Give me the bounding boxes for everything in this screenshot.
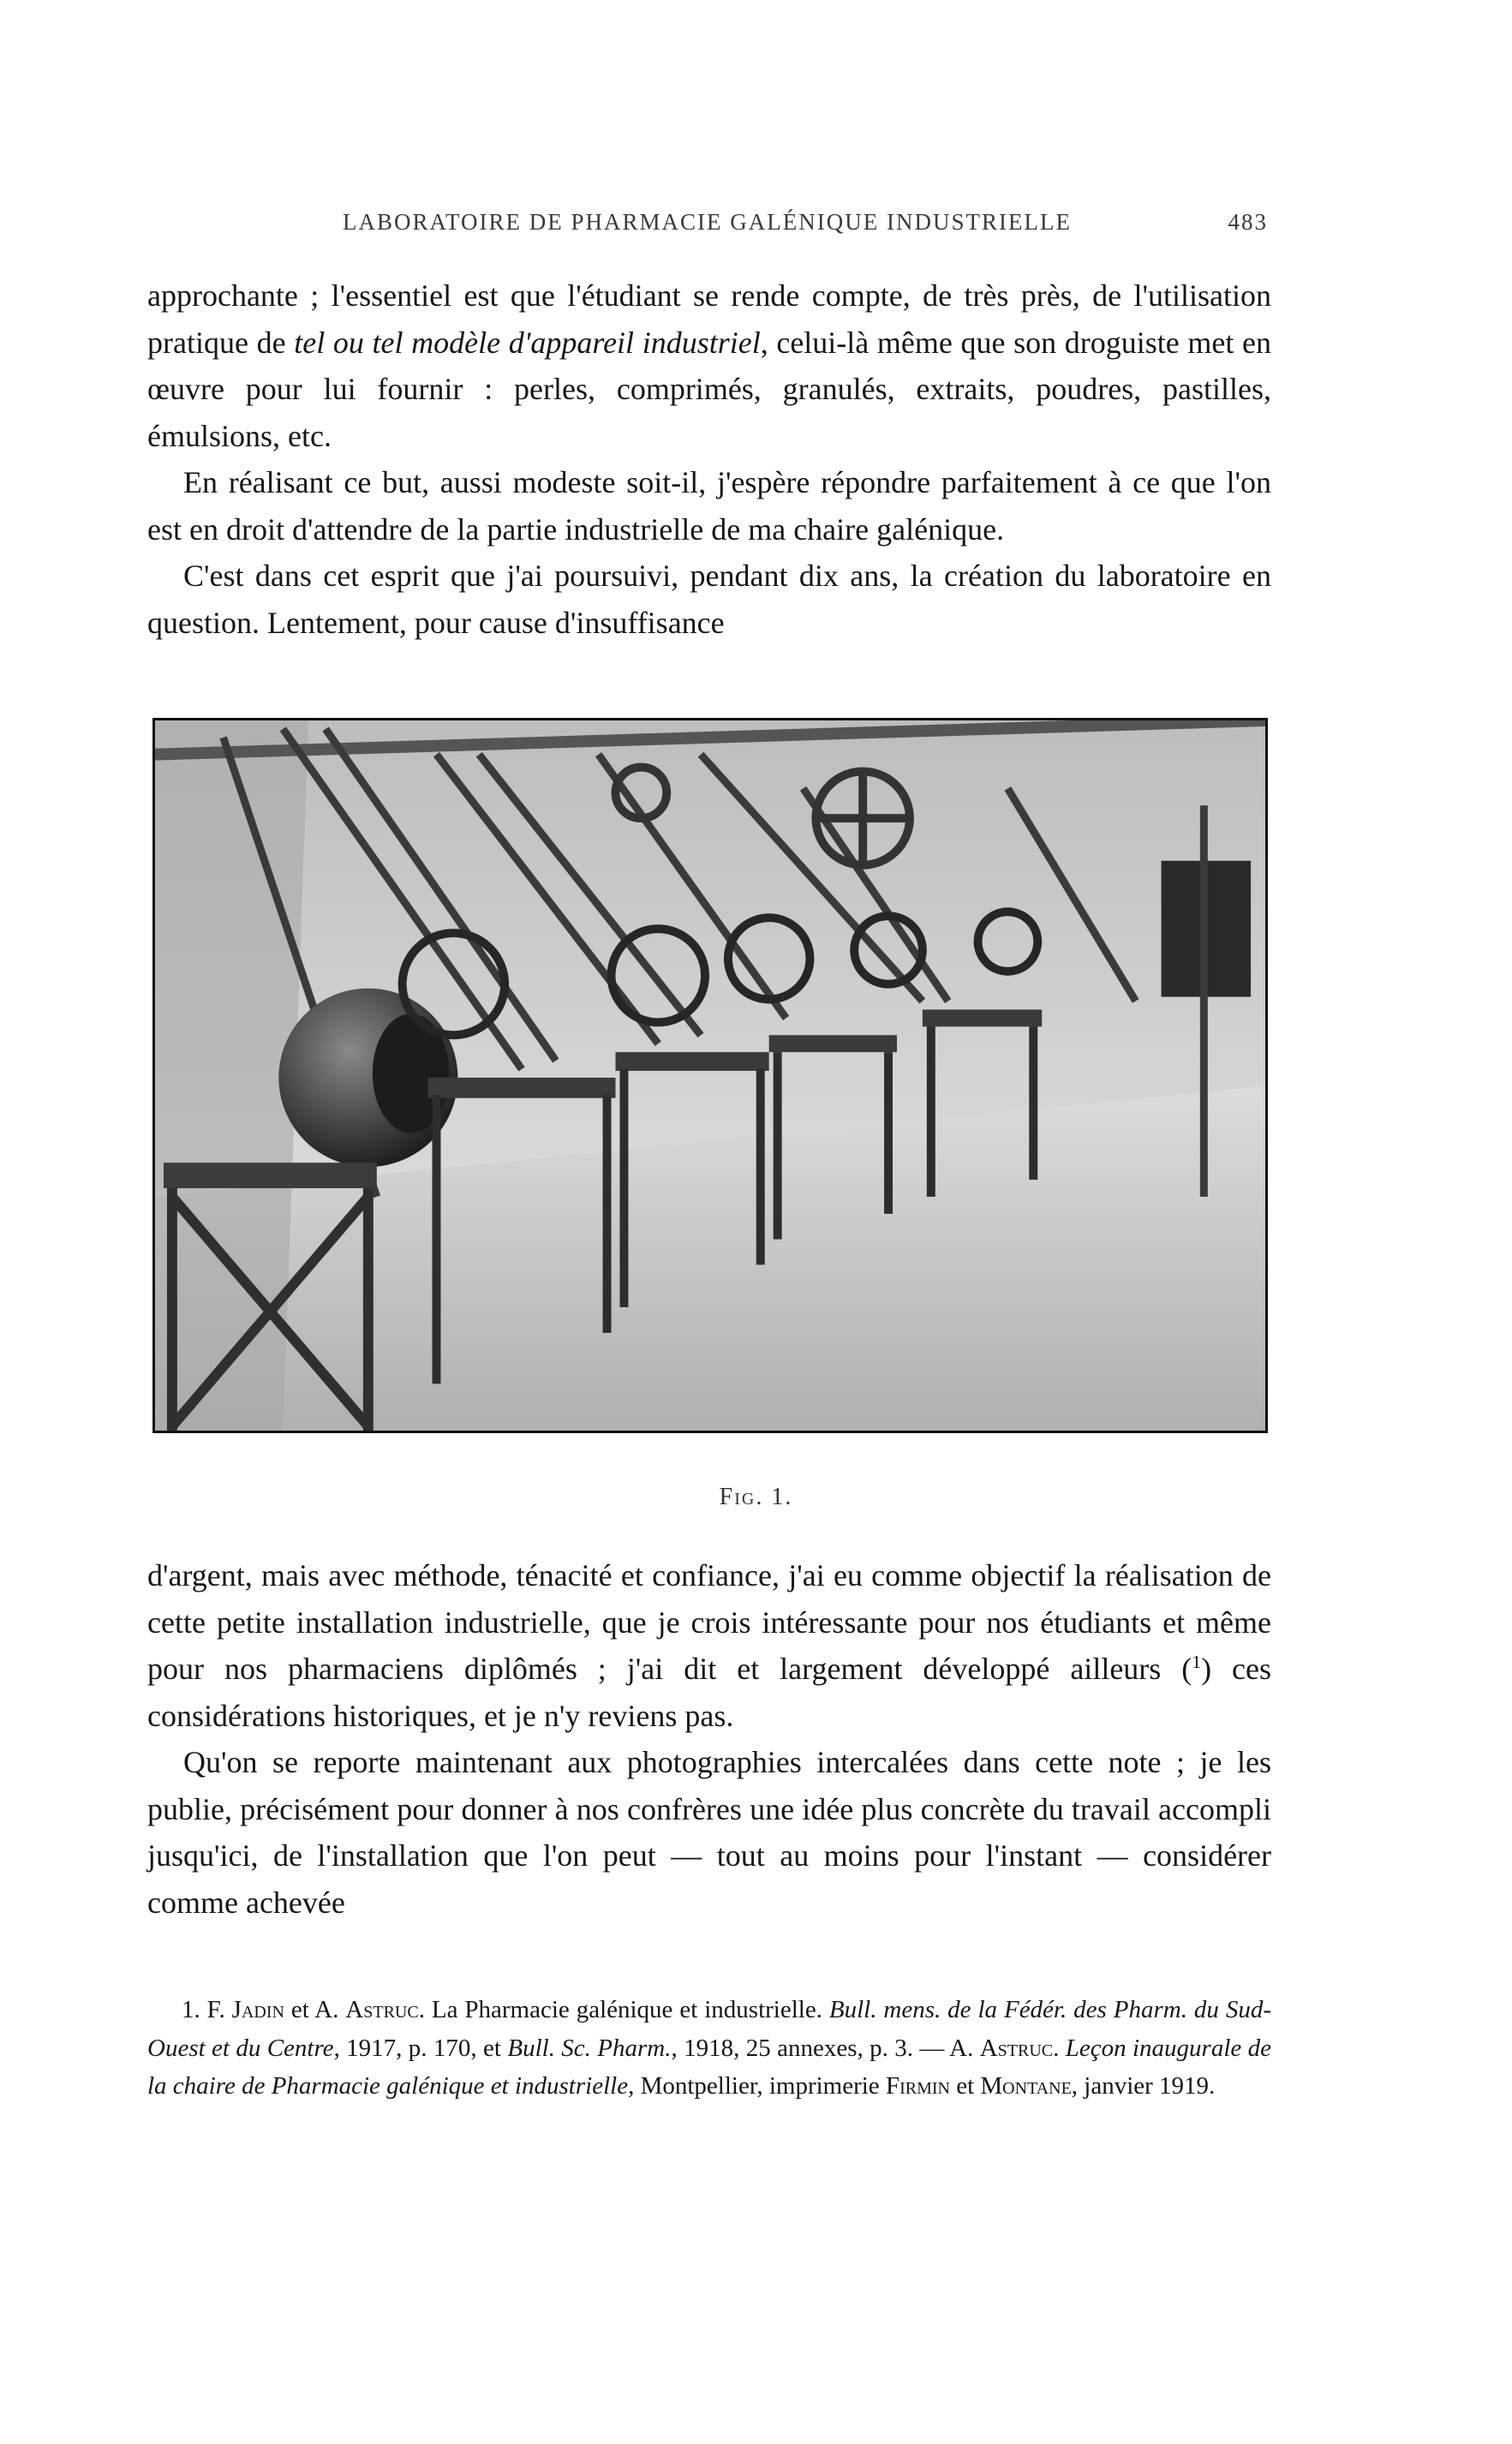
text-run: , Montpellier, imprimerie: [628, 2072, 886, 2100]
running-head: [154, 209, 1268, 243]
italic-text: tel ou tel modèle d'appareil industriel: [294, 325, 761, 360]
paragraph: [147, 272, 1271, 459]
text-run: , 1918, 25 annexes, p. 3. — A.: [671, 2034, 980, 2062]
page-number: 483: [1228, 209, 1268, 235]
author-name: Astruc: [345, 1996, 419, 2023]
work-title: Leçon inaugurale de la chaire de Pharmacie galénique et industrielle: [147, 2034, 1272, 2100]
text-run: , celui-là même que son droguiste met en œuvre pour lui fournir : perles, comprimés, granulés, extraits, poudres, pastilles, émulsions, etc.: [147, 325, 1271, 453]
text-run: d'argent, mais avec méthode, ténacité et confiance, j'ai eu comme objectif la réalisation de cette petite installation industrielle, que je crois intéressante pour nos étudiants et même pour nos pharmaciens diplômés ; j'ai dit et largement développé ailleurs (: [147, 1558, 1271, 1686]
text-run: et A.: [284, 1996, 346, 2023]
printer-name: Montane: [980, 2072, 1072, 2100]
text-run: et: [949, 2072, 981, 2100]
figure-photograph: [152, 718, 1268, 1433]
text-run: ) ces considérations historiques, et je n'y reviens pas.: [147, 1652, 1271, 1733]
author-name: Jadin: [231, 1996, 284, 2023]
workshop-photo-illustration: [155, 720, 1265, 1431]
running-head-title: LABORATOIRE DE PHARMACIE GALÉNIQUE INDUSTRIELLE: [343, 209, 1072, 235]
text-run: .: [1053, 2034, 1066, 2062]
paragraph: En réalisant ce but, aussi modeste soit-il, j'espère répondre parfaitement à ce que l'on est en droit d'attendre de la partie industrielle de ma chaire galénique.: [147, 465, 1271, 547]
footnote-number: 1. F.: [182, 1996, 232, 2023]
text-run: . La Pharmacie galénique et industrielle.: [418, 1996, 829, 2023]
paragraph: [147, 1552, 1271, 1739]
journal-title: Bull. Sc. Pharm.: [507, 2034, 672, 2062]
text-run: , janvier 1919.: [1071, 2072, 1216, 2100]
footnote-ref[interactable]: 1: [1192, 1652, 1202, 1672]
footnotes: [147, 1991, 1271, 2106]
text-run: approchante ; l'essentiel est que l'étudiant se rende compte, de très près, de l'utilisation pratique de: [147, 278, 1271, 360]
figure-caption: [0, 1484, 1512, 1511]
body-text-top: [147, 272, 1271, 646]
text-run: , 1917, p. 170, et: [333, 2034, 508, 2062]
author-name: Astruc: [979, 2034, 1054, 2062]
paragraph: C'est dans cet esprit que j'ai poursuivi, pendant dix ans, la création du laboratoire en question. Lentement, pour cause d'insuffisance: [147, 559, 1271, 640]
journal-title: Bull. mens. de la Fédér. des Pharm. du Sud-Ouest et du Centre: [147, 1996, 1271, 2062]
caption-text: Fig. 1.: [719, 1484, 793, 1510]
footnote-1: [147, 1991, 1271, 2106]
printer-name: Firmin: [885, 2072, 950, 2100]
paragraph: Qu'on se reporte maintenant aux photographies intercalées dans cette note ; je les publie, précisément pour donner à nos confrères une idée plus concrète du travail accompli jusqu'ici, de l'installation que l'on peut — tout au moins pour l'instant — considérer comme achevée: [147, 1745, 1271, 1920]
body-text-bottom: [147, 1552, 1271, 1926]
